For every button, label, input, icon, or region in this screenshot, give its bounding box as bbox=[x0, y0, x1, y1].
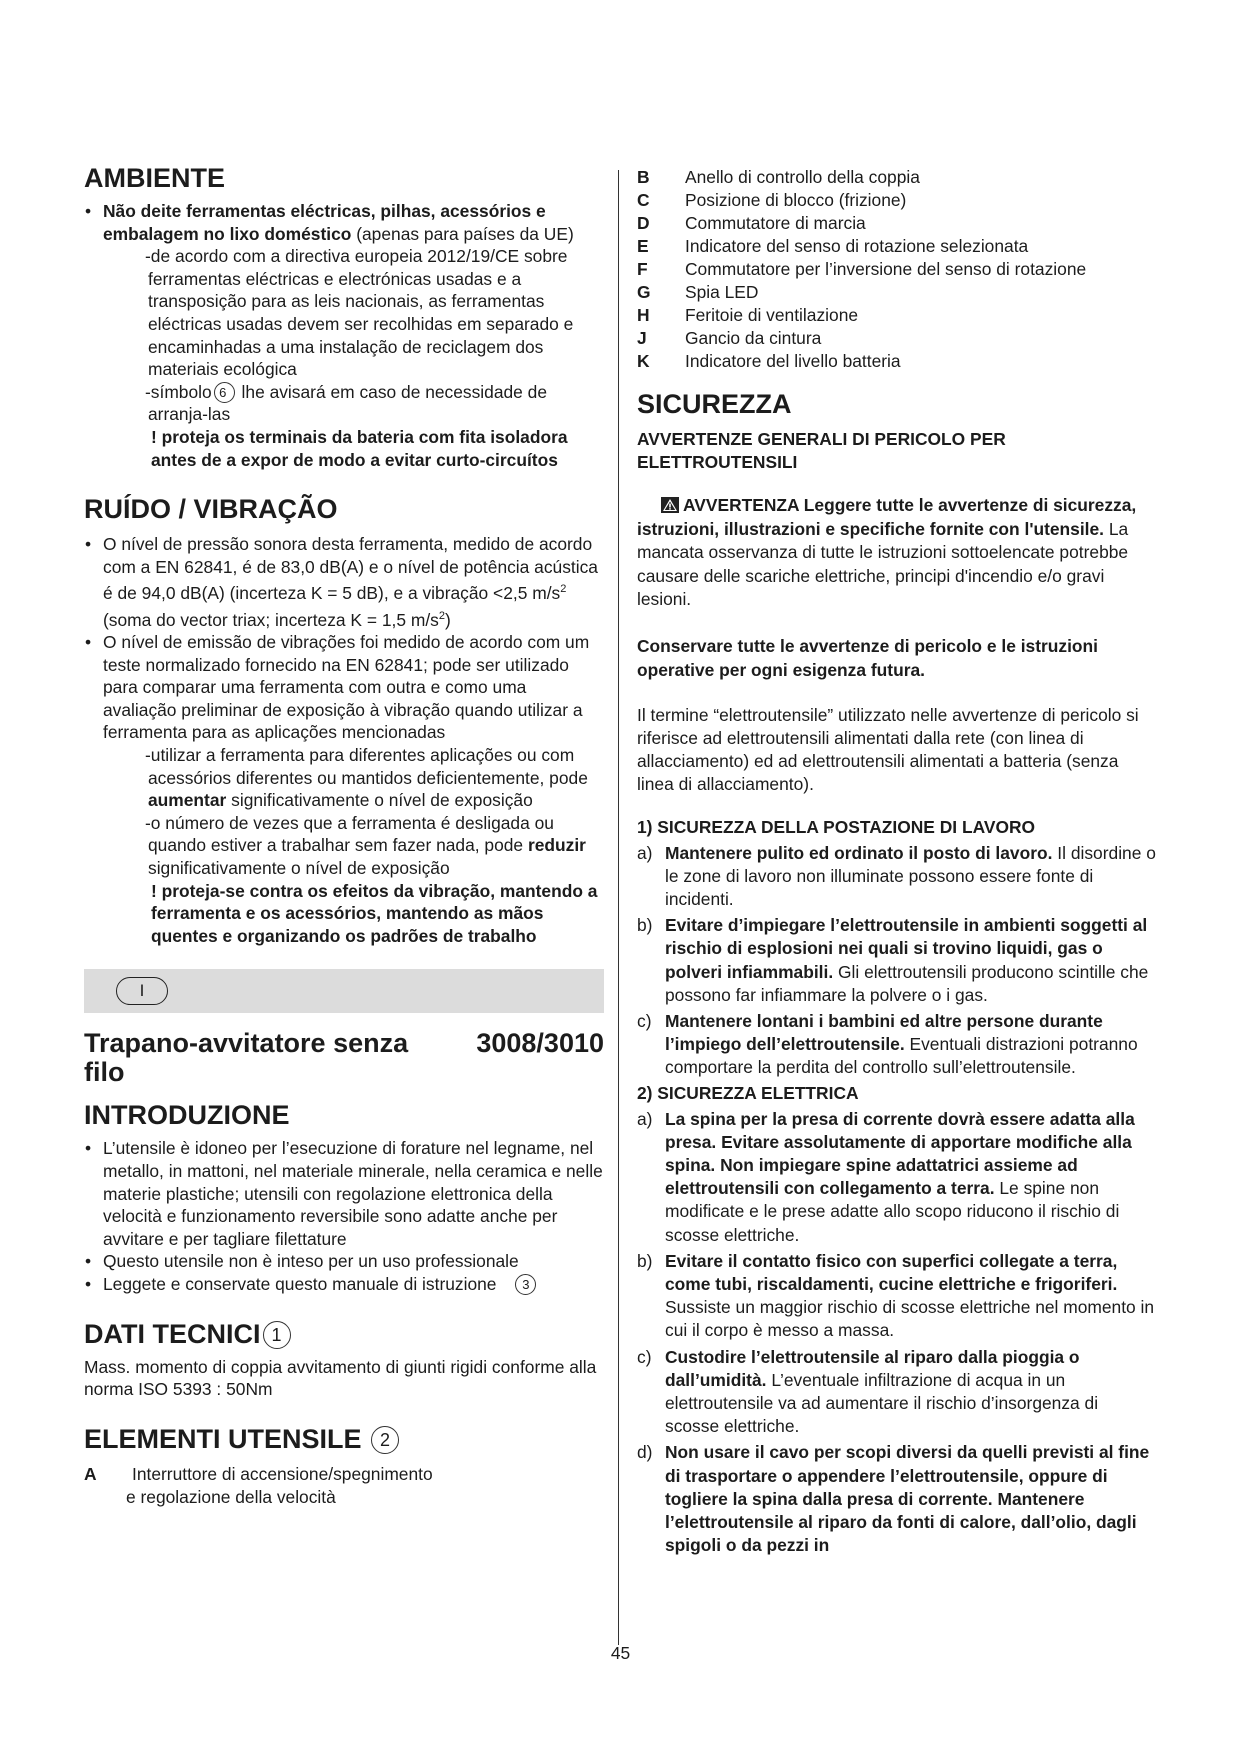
sec2-title: 2) SICUREZZA ELETTRICA bbox=[637, 1082, 859, 1103]
right-column bbox=[637, 166, 1157, 1557]
safety-item-bold: La spina per la presa di corrente dovrà essere adatta alla presa. Evitare assolutamente di apportare modifiche alla spina. Non impiegare spine adattatrici assieme ad elettroutensili con collegamento a terra. bbox=[665, 1108, 1135, 1199]
ruido-sub1-b: significativamente o nível de exposição bbox=[231, 790, 533, 811]
safety-item-rest: Gli elettroutensili producono scintille che possono far infiammare la polvere o i gas. bbox=[665, 961, 1149, 1005]
component-a-text: Interruttore di accensione/spegnimento bbox=[132, 1463, 433, 1484]
product-model: 3008/3010 bbox=[476, 1028, 604, 1059]
safety-item bbox=[637, 1108, 1157, 1247]
ambiente-sub-symbol-b: lhe avisará em caso de necessidade de arranja-las bbox=[148, 381, 548, 425]
elementi-list bbox=[84, 1463, 604, 1509]
component-key: K bbox=[637, 351, 650, 371]
warning-bold: AVVERTENZA Leggere tutte le avvertenze di sicurezza, istruzioni, illustrazioni e specifiche fornite con l'utensile. bbox=[637, 495, 1137, 539]
safety-item-rest: Il disordine o le zone di lavoro non illuminate possono essere fonte di incidenti. bbox=[665, 842, 1156, 909]
ambiente-bullet-bold: Não deite ferramentas eléctricas, pilhas, acessórios e embalagem no lixo doméstico bbox=[103, 201, 546, 244]
ambiente-sub-symbol-a: -símbolo bbox=[145, 381, 212, 402]
elementi-heading bbox=[84, 1423, 604, 1455]
safety-item-bold: Mantenere pulito ed ordinato il posto di lavoro. bbox=[665, 842, 1053, 863]
component-row bbox=[637, 350, 1157, 373]
ruido-b1-c: ) bbox=[445, 609, 451, 630]
component-text: Indicatore del senso di rotazione selezionata bbox=[685, 236, 1029, 256]
ruido-heading: RUÍDO / VIBRAÇÃO bbox=[84, 494, 338, 525]
sup-2: 2 bbox=[560, 583, 567, 596]
ambiente-sub-symbol bbox=[103, 381, 604, 426]
dati-text: Mass. momento di coppia avvitamento di giunti rigidi conforme alla norma ISO 5393 : 50Nm bbox=[84, 1356, 597, 1400]
ruido-sub-1 bbox=[103, 744, 604, 812]
ambiente-bullet bbox=[84, 200, 604, 471]
safety-item-bold: Evitare d’impiegare l’elettroutensile in ambienti soggetti al rischio di esplosioni nei quali si trovino liquidi, gas o polveri infiammabili. bbox=[665, 915, 1148, 982]
conservare-text: Conservare tutte le avvertenze di pericolo e le istruzioni operative per ogni esigenza futura. bbox=[637, 635, 1098, 680]
safety-item-rest: Sussiste un maggior rischio di scosse elettriche nel momento in cui il corpo è messo a massa. bbox=[665, 1297, 1155, 1341]
safety-item-rest: Eventuali distrazioni potranno comportare la perdita del controllo sull’elettroutensile. bbox=[665, 1034, 1138, 1078]
component-key: B bbox=[637, 167, 650, 187]
component-row bbox=[637, 281, 1157, 304]
intro-bullet-3 bbox=[84, 1273, 604, 1296]
ruido-warning: ! proteja-se contra os efeitos da vibração, mantendo a ferramenta e os acessórios, mantendo as mãos quentes e organizando os padrões de trabalho bbox=[151, 880, 598, 946]
ruido-sub2-b: significativamente o nível de exposição bbox=[148, 858, 450, 879]
safety-item-content bbox=[665, 914, 1157, 1007]
component-text: Gancio da cintura bbox=[685, 328, 822, 348]
component-text: Feritoie di ventilazione bbox=[685, 305, 859, 325]
ruido-sub1-bold: aumentar bbox=[148, 790, 227, 811]
sicurezza-heading: SICUREZZA bbox=[637, 389, 792, 419]
component-text: Posizione di blocco (frizione) bbox=[685, 190, 907, 210]
component-row bbox=[637, 189, 1157, 212]
ruido-bullet-2 bbox=[84, 631, 604, 947]
safety-item-label: b) bbox=[637, 915, 653, 936]
safety-item-content bbox=[665, 1441, 1157, 1557]
sec1-title: 1) SICUREZZA DELLA POSTAZIONE DI LAVORO bbox=[637, 816, 1036, 837]
component-row bbox=[637, 258, 1157, 281]
safety-item-rest: L’eventuale infiltrazione di acqua in un elettroutensile va ad aumentare il rischio d’insorgenza di scosse elettriche. bbox=[665, 1369, 1099, 1437]
termine-text: Il termine “elettroutensile” utilizzato nelle avvertenze di pericolo si riferisce ad elettroutensili alimentati dalla rete (con linea di allacciamento) ed ad elettroutensili alimentati a batteria (senza linea di allacciamento). bbox=[637, 704, 1139, 794]
language-code-badge: I bbox=[116, 977, 168, 1005]
left-column bbox=[84, 162, 604, 1509]
safety-item-label: a) bbox=[637, 842, 653, 863]
ruido-bullet-1 bbox=[84, 533, 604, 631]
component-text: Commutatore di marcia bbox=[685, 213, 866, 233]
safety-item-content bbox=[665, 1010, 1157, 1080]
component-key: H bbox=[637, 305, 650, 325]
warning-triangle-icon bbox=[661, 497, 679, 513]
safety-item bbox=[637, 1441, 1157, 1557]
safety-item-label: d) bbox=[637, 1442, 653, 1463]
page-number: 45 bbox=[610, 1643, 631, 1663]
safety-item-rest: Le spine non modificate e le prese adatte allo scopo riducono il rischio di scosse elettriche. bbox=[665, 1178, 1120, 1245]
component-a-text-2: e regolazione della velocità bbox=[126, 1486, 336, 1507]
dati-heading bbox=[84, 1318, 604, 1350]
component-key: F bbox=[637, 259, 648, 279]
ruido-sub2-a: -o número de vezes que a ferramenta é desligada ou quando estiver a trabalhar sem fazer nada, pode bbox=[145, 812, 554, 856]
component-key: J bbox=[637, 328, 647, 348]
safety-item-content bbox=[665, 1108, 1157, 1247]
component-key: C bbox=[637, 190, 650, 210]
ambiente-heading: AMBIENTE bbox=[84, 163, 225, 193]
safety-item-content bbox=[665, 1250, 1157, 1343]
product-title-block bbox=[84, 1029, 604, 1087]
component-row bbox=[637, 212, 1157, 235]
intro-bullet-2: • Questo utensile non è inteso per un uso professionale bbox=[84, 1250, 604, 1273]
intro-heading: INTRODUZIONE bbox=[84, 1100, 290, 1131]
language-bar bbox=[84, 969, 604, 1013]
ruido-bullet-2-text: O nível de emissão de vibrações foi medido de acordo com um teste normalizado fornecido na EN 62841; pode ser utilizado para comparar uma ferramenta com outra e como uma avaliação preliminar de exposição à vibração quando utilizar a ferramenta para as aplicações mencionadas bbox=[103, 632, 590, 743]
safety-item bbox=[637, 1250, 1157, 1343]
sec1-list bbox=[637, 842, 1157, 1080]
component-row bbox=[637, 304, 1157, 327]
column-divider bbox=[618, 170, 619, 1645]
warning-rest: La mancata osservanza di tutte le istruzioni sottoelencate potrebbe causare delle scariche elettriche, principi d'incendio e/o gravi lesioni. bbox=[637, 518, 1129, 609]
sec2-list bbox=[637, 1108, 1157, 1558]
ambiente-sub-directive: -de acordo com a directiva europeia 2012/19/CE sobre ferramentas eléctricas e electrónicas usadas e a transposição para as leis nacionais, as ferramentas eléctricas usadas devem ser recolhidas em separado e encaminhadas a uma instalação de reciclagem dos materiais ecológica bbox=[145, 246, 574, 380]
ambiente-bullet-rest: (apenas para países da UE) bbox=[356, 223, 574, 244]
components-list bbox=[637, 166, 1157, 373]
ruido-sub1-a: -utilizar a ferramenta para diferentes aplicações ou com acessórios diferentes ou mantidos deficientemente, pode bbox=[145, 745, 588, 788]
safety-item-label: a) bbox=[637, 1108, 653, 1129]
warning-paragraph bbox=[637, 494, 1157, 612]
dati-heading-text: DATI TECNICI bbox=[84, 1318, 261, 1349]
component-a-line2 bbox=[84, 1486, 604, 1509]
intro-bullet-1: • L’utensile è idoneo per l’esecuzione di forature nel legname, nel metallo, in mattoni, nel materiale minerale, nella ceramica e nelle materie plastiche; utensili con regolazione elettronica della velocità e funzionamento reversibile sono adatte anche per avvitare e per tagliare filettature bbox=[84, 1137, 604, 1250]
safety-item-label: c) bbox=[637, 1010, 652, 1031]
symbol-3-icon: 3 bbox=[515, 1274, 536, 1295]
component-a-key: A bbox=[84, 1463, 97, 1484]
ruido-sub2-bold: reduzir bbox=[527, 835, 586, 856]
ruido-bullet-1-text bbox=[103, 533, 604, 631]
ruido-b1-b: (soma do vector triax; incerteza K = 1,5 m/s bbox=[103, 609, 439, 630]
component-text: Spia LED bbox=[685, 282, 759, 302]
elementi-heading-text: ELEMENTI UTENSILE bbox=[84, 1423, 362, 1454]
component-text: Indicatore del livello batteria bbox=[685, 351, 901, 371]
safety-item bbox=[637, 1346, 1157, 1439]
component-text: Commutatore per l’inversione del senso di rotazione bbox=[685, 259, 1087, 279]
symbol-2-icon: 2 bbox=[371, 1426, 399, 1454]
component-text: Anello di controllo della coppia bbox=[685, 167, 920, 187]
symbol-6-icon: 6 bbox=[214, 382, 235, 403]
product-title: Trapano-avvitatore senza filo bbox=[84, 1028, 409, 1088]
safety-item-content bbox=[665, 1346, 1157, 1439]
component-row bbox=[637, 166, 1157, 189]
safety-item-bold: Evitare il contatto fisico con superfici collegate a terra, come tubi, riscaldamenti, cucine elettriche e frigoriferi. bbox=[665, 1250, 1118, 1294]
ruido-sub-2 bbox=[103, 812, 604, 880]
component-key: G bbox=[637, 282, 651, 302]
safety-item-label: b) bbox=[637, 1250, 653, 1271]
safety-item bbox=[637, 914, 1157, 1007]
sup-2b: 2 bbox=[438, 609, 445, 622]
avvertenze-heading: AVVERTENZE GENERALI DI PERICOLO PER ELETTROUTENSILI bbox=[637, 429, 1006, 472]
component-key: D bbox=[637, 213, 650, 233]
safety-item-content bbox=[665, 842, 1157, 912]
component-a bbox=[84, 1463, 604, 1486]
safety-item-bold: Custodire l’elettroutensile al riparo dalla pioggia o dall’umidità. bbox=[665, 1346, 1080, 1390]
intro-bullet-3-text: Leggete e conservate questo manuale di istruzione bbox=[103, 1273, 497, 1294]
component-key: E bbox=[637, 236, 649, 256]
safety-item bbox=[637, 842, 1157, 912]
safety-item-label: c) bbox=[637, 1346, 652, 1367]
safety-item bbox=[637, 1010, 1157, 1080]
component-row bbox=[637, 327, 1157, 350]
safety-item-bold: Non usare il cavo per scopi diversi da quelli previsti al fine di trasportare o appendere l’elettroutensile, oppure di togliere la spina dalla presa di corrente. Mantenere l’elettroutensile al riparo da fonti di calore, dall’olio, dagli spigoli o da pezzi in bbox=[665, 1442, 1150, 1556]
safety-item-bold: Mantenere lontani i bambini ed altre persone durante l’impiego dell’elettroutensile. bbox=[665, 1010, 1103, 1055]
component-row bbox=[637, 235, 1157, 258]
ruido-b1-a: O nível de pressão sonora desta ferramenta, medido de acordo com a EN 62841, é de 83,0 dB(A) e o nível de potência acústica é de 94,0 dB(A) (incerteza K = 5 dB), e a vibração <2,5 m/s bbox=[103, 534, 598, 604]
symbol-1-icon: 1 bbox=[263, 1321, 291, 1349]
ambiente-warning: ! proteja os terminais da bateria com fita isoladora antes de a expor de modo a evitar curto-circuítos bbox=[151, 426, 568, 470]
